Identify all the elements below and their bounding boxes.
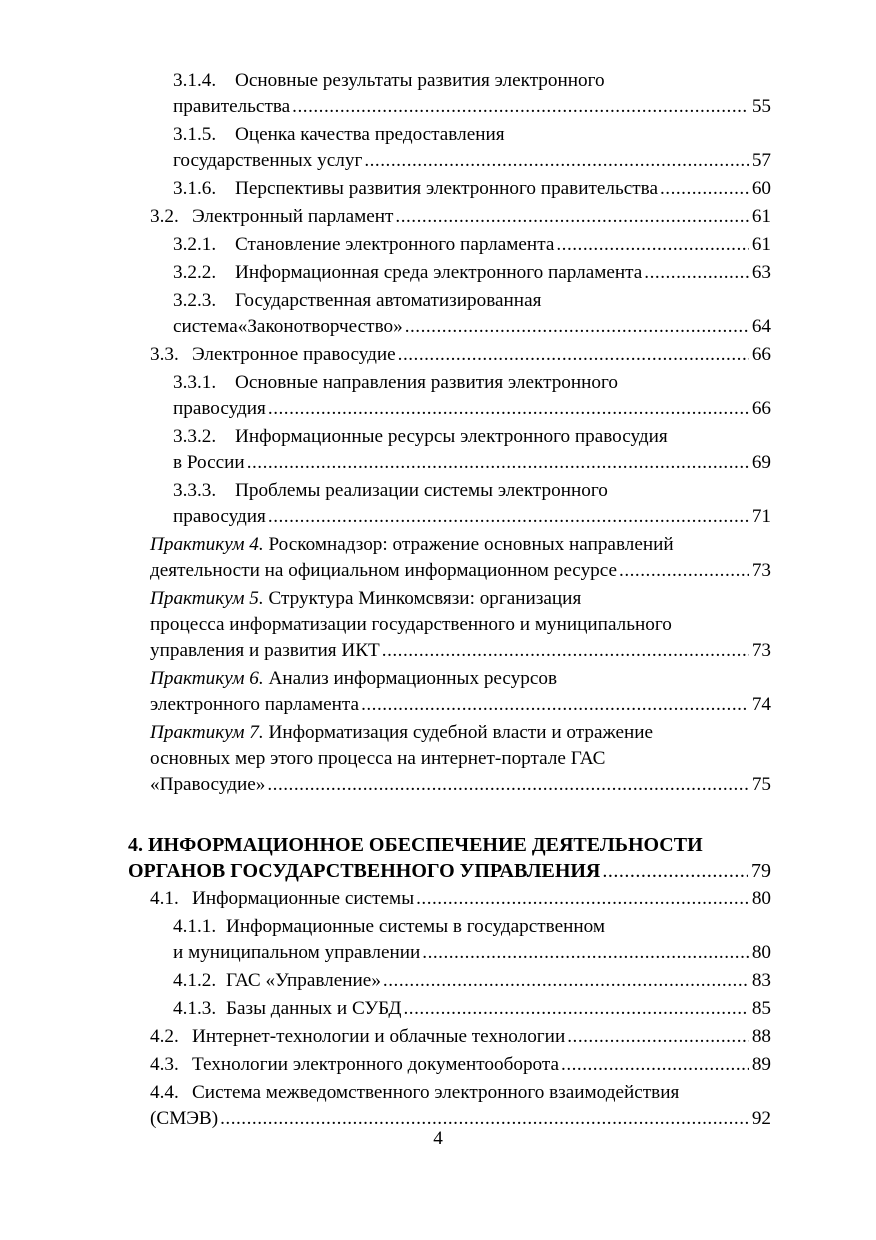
toc-entry-line [173, 370, 771, 396]
toc-entry-row [173, 148, 771, 174]
toc-entry-title: «Правосудие» [150, 774, 266, 795]
table-of-contents [0, 68, 876, 1132]
toc-entry[interactable] [150, 1080, 771, 1132]
toc-entry-text: Информатизация судебной власти и отражение [268, 722, 654, 743]
toc-entry-text: Структура Минкомсвязи: организация [268, 588, 582, 609]
section-number: 4.1.1. [173, 916, 217, 937]
page-reference: 89 [751, 1054, 771, 1075]
toc-entry[interactable] [173, 176, 771, 202]
toc-entry-row [150, 692, 771, 718]
practicum-label: Практикум 6. [150, 668, 264, 689]
section-number: 4.1. [150, 888, 179, 909]
toc-entry-line [173, 478, 771, 504]
toc-entry[interactable] [150, 1052, 771, 1078]
section-number: 3.1.4. [173, 70, 217, 91]
dot-leader [361, 692, 749, 718]
section-number: 3.3.2. [173, 426, 217, 447]
toc-entry[interactable] [150, 342, 771, 368]
page-reference: 80 [751, 888, 771, 909]
toc-entry[interactable] [150, 720, 771, 798]
dot-leader [268, 396, 749, 422]
toc-entry-text: Роскомнадзор: отражение основных направлений [268, 534, 674, 555]
toc-entry[interactable] [173, 288, 771, 340]
page-reference: 92 [751, 1108, 771, 1129]
toc-entry-title: Электронное правосудие [192, 344, 396, 365]
page-reference: 69 [751, 452, 771, 473]
dot-leader [567, 1024, 749, 1050]
toc-entry-title: Информационные системы [192, 888, 415, 909]
page-reference: 61 [751, 206, 771, 227]
dot-leader [247, 450, 749, 476]
toc-entry-title: ОРГАНОВ ГОСУДАРСТВЕННОГО УПРАВЛЕНИЯ [128, 860, 601, 882]
toc-entry-title: Информационная среда электронного парламента [235, 262, 643, 283]
practicum-label: Практикум 5. [150, 588, 264, 609]
section-number: 3.1.5. [173, 124, 217, 145]
page-reference: 60 [751, 178, 771, 199]
section-number: 3.2. [150, 206, 179, 227]
dot-leader [383, 968, 749, 994]
toc-entry-row [150, 772, 771, 798]
toc-entry-title: правосудия [173, 506, 266, 527]
toc-entry-row [173, 968, 771, 994]
page-reference: 57 [751, 150, 771, 171]
dot-leader [395, 204, 748, 230]
toc-entry-row [128, 858, 771, 884]
toc-entry-line [150, 586, 771, 612]
section-number: 4.3. [150, 1054, 179, 1075]
page-reference: 75 [751, 774, 771, 795]
toc-entry-line [173, 914, 771, 940]
section-number: 4.1.3. [173, 998, 217, 1019]
toc-entry[interactable] [173, 370, 771, 422]
section-number: 3.3. [150, 344, 179, 365]
toc-entry-title: Технологии электронного документооборота [192, 1054, 560, 1075]
toc-entry-title: Становление электронного парламента [235, 234, 555, 255]
dot-leader [561, 1052, 749, 1078]
toc-entry[interactable] [173, 914, 771, 966]
toc-entry-title: и муниципальном управлении [173, 942, 421, 963]
page-reference: 83 [751, 970, 771, 991]
toc-entry-title: Интернет-технологии и облачные технологии [192, 1026, 566, 1047]
toc-entry-title: Перспективы развития электронного правительства [235, 178, 658, 199]
page-reference: 71 [751, 506, 771, 527]
toc-entry-title: деятельности на официальном информационном ресурсе [150, 560, 618, 581]
toc-entry-line [173, 424, 771, 450]
toc-entry[interactable] [173, 424, 771, 476]
dot-leader [422, 940, 749, 966]
page-reference: 80 [751, 942, 771, 963]
toc-entry-row [173, 232, 771, 258]
section-number: 3.2.2. [173, 262, 217, 283]
toc-entry[interactable] [173, 122, 771, 174]
page-reference: 61 [751, 234, 771, 255]
page-reference: 66 [751, 344, 771, 365]
toc-entry-row [150, 1024, 771, 1050]
practicum-label: Практикум 4. [150, 534, 264, 555]
dot-leader [660, 176, 749, 202]
dot-leader [556, 232, 748, 258]
toc-entry-title: правосудия [173, 398, 266, 419]
toc-entry-title: правительства [173, 96, 291, 117]
page-reference: 73 [751, 560, 771, 581]
toc-entry-title: система«Законотворчество» [173, 316, 403, 337]
page-reference: 88 [751, 1026, 771, 1047]
toc-entry-row [173, 996, 771, 1022]
toc-entry-text: Основные направления развития электронного [235, 372, 618, 393]
section-number: 4.1.2. [173, 970, 217, 991]
toc-entry-text: Система межведомственного электронного взаимодействия [192, 1082, 680, 1103]
toc-entry[interactable] [150, 666, 771, 718]
toc-entry-line: 4. ИНФОРМАЦИОННОЕ ОБЕСПЕЧЕНИЕ ДЕЯТЕЛЬНОСТИ [128, 834, 703, 856]
toc-entry[interactable] [173, 996, 771, 1022]
page-reference: 74 [751, 694, 771, 715]
toc-entry-row [150, 1052, 771, 1078]
page-reference: 64 [751, 316, 771, 337]
toc-entry-line [150, 666, 771, 692]
toc-entry[interactable] [173, 232, 771, 258]
toc-entry[interactable] [128, 832, 771, 884]
toc-entry-row [173, 450, 771, 476]
dot-leader [602, 858, 748, 884]
dot-leader [405, 314, 749, 340]
toc-entry-line [173, 68, 771, 94]
toc-entry-title: ГАС «Управление» [226, 970, 381, 991]
dot-leader [292, 94, 749, 120]
toc-entry-line: процесса информатизации государственного и муниципального [150, 614, 672, 635]
toc-entry-text: Основные результаты развития электронного [235, 70, 605, 91]
toc-entry[interactable] [150, 532, 771, 584]
toc-entry-text: Государственная автоматизированная [235, 290, 542, 311]
toc-entry-title: государственных услуг [173, 150, 363, 171]
dot-leader [644, 260, 749, 286]
toc-entry-row [150, 342, 771, 368]
dot-leader [403, 996, 748, 1022]
dot-leader [382, 638, 749, 664]
section-number: 4.4. [150, 1082, 179, 1103]
toc-entry-row [173, 396, 771, 422]
section-number: 3.2.3. [173, 290, 217, 311]
toc-entry[interactable] [173, 68, 771, 120]
toc-entry-line [173, 288, 771, 314]
toc-entry[interactable] [150, 886, 771, 912]
toc-entry-line [173, 122, 771, 148]
toc-entry-line [150, 532, 771, 558]
toc-entry-text: Анализ информационных ресурсов [268, 668, 558, 689]
toc-entry-row [173, 504, 771, 530]
toc-entry-title: в России [173, 452, 245, 473]
toc-entry-row [150, 558, 771, 584]
section-number: 3.3.1. [173, 372, 217, 393]
toc-entry-row [173, 314, 771, 340]
page-reference: 66 [751, 398, 771, 419]
toc-entry-title: управления и развития ИКТ [150, 640, 380, 661]
page-reference: 85 [751, 998, 771, 1019]
toc-entry-line [150, 1080, 771, 1106]
dot-leader [619, 558, 749, 584]
page-reference: 73 [751, 640, 771, 661]
toc-entry-text: Информационные системы в государственном [226, 916, 605, 937]
dot-leader [268, 504, 749, 530]
practicum-label: Практикум 7. [150, 722, 264, 743]
toc-entry-row [150, 638, 771, 664]
section-number: 4.2. [150, 1026, 179, 1047]
toc-entry-title: Базы данных и СУБД [226, 998, 402, 1019]
toc-entry-row [173, 940, 771, 966]
dot-leader [267, 772, 748, 798]
section-number: 3.2.1. [173, 234, 217, 255]
toc-entry-title: Электронный парламент [192, 206, 394, 227]
toc-entry-row [150, 886, 771, 912]
toc-entry-text: Информационные ресурсы электронного правосудия [235, 426, 668, 447]
toc-entry-row [150, 204, 771, 230]
dot-leader [398, 342, 749, 368]
toc-entry-row [173, 260, 771, 286]
toc-entry[interactable] [173, 478, 771, 530]
page-reference: 55 [751, 96, 771, 117]
page-reference: 63 [751, 262, 771, 283]
toc-entry-text: Оценка качества предоставления [235, 124, 505, 145]
toc-entry-title: (СМЭВ) [150, 1108, 219, 1129]
toc-entry-row [173, 94, 771, 120]
toc-entry-row [173, 176, 771, 202]
toc-entry[interactable] [173, 260, 771, 286]
toc-entry[interactable] [150, 204, 771, 230]
toc-entry-line [150, 720, 771, 746]
toc-entry[interactable] [150, 586, 771, 664]
toc-entry-line: основных мер этого процесса на интернет-портале ГАС [150, 748, 606, 769]
dot-leader [364, 148, 748, 174]
section-number: 3.3.3. [173, 480, 217, 501]
toc-entry-title: электронного парламента [150, 694, 360, 715]
page-reference: 79 [751, 860, 771, 882]
toc-entry[interactable] [173, 968, 771, 994]
section-number: 3.1.6. [173, 178, 217, 199]
page-number: 4 [433, 1128, 443, 1149]
dot-leader [416, 886, 749, 912]
toc-entry[interactable] [150, 1024, 771, 1050]
toc-entry-text: Проблемы реализации системы электронного [235, 480, 608, 501]
